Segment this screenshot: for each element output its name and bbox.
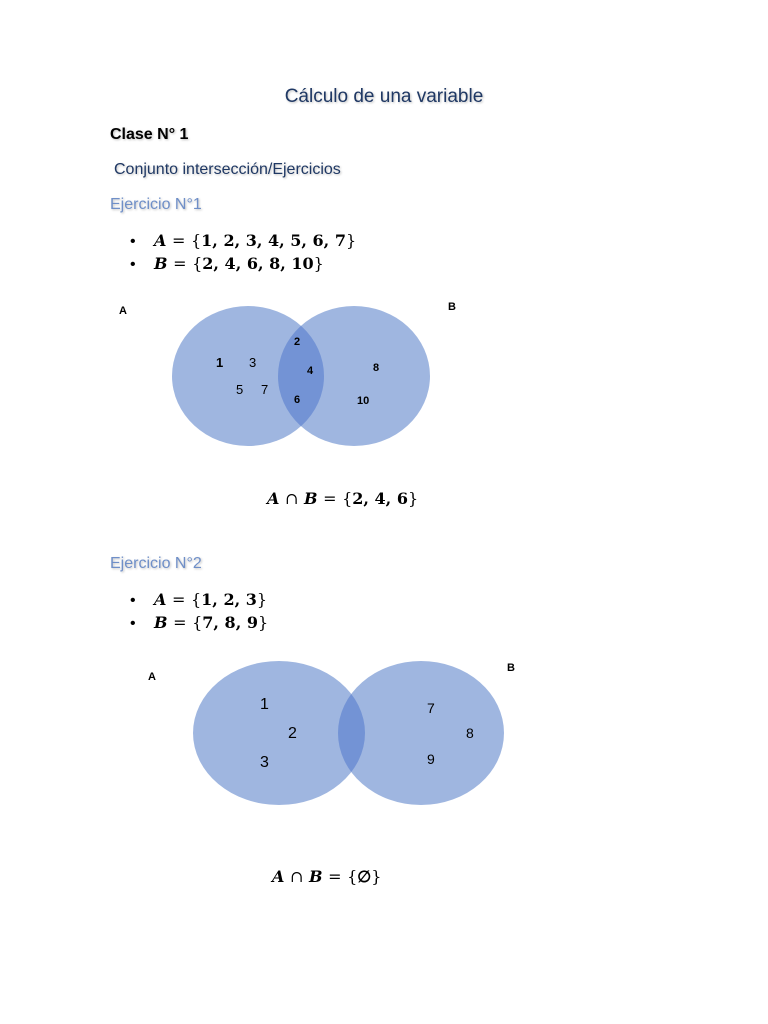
set-elements: 2, 4, 6, 8, 10	[202, 254, 314, 273]
section-subtitle: Conjunto intersección/Ejercicios	[114, 161, 341, 178]
venn-label-b: B	[448, 301, 456, 313]
venn-element: 2	[288, 725, 297, 742]
venn-label-b: B	[507, 662, 515, 674]
exercise-1-result: A ∩ B = {2, 4, 6}	[267, 489, 419, 508]
set-elements: 7, 8, 9	[202, 613, 258, 632]
venn-label-a: A	[148, 671, 156, 683]
result-elements: ∅	[357, 867, 372, 886]
venn-element: 8	[466, 725, 474, 741]
exercise-2-result: A ∩ B = {∅}	[272, 867, 382, 886]
venn-element: 7	[261, 382, 269, 397]
venn-element: 1	[216, 355, 224, 370]
set-a-definition: • A = {1, 2, 3}	[130, 588, 268, 611]
venn-element: 8	[373, 362, 380, 374]
set-b-definition: • B = {7, 8, 9}	[130, 611, 268, 634]
venn-element: 7	[427, 700, 435, 716]
venn-element: 1	[260, 696, 269, 713]
class-heading: Clase N° 1	[110, 126, 189, 143]
venn-element: 10	[357, 395, 370, 407]
venn-diagram-2	[0, 650, 768, 820]
venn-diagram-1	[0, 290, 768, 460]
set-elements: 1, 2, 3	[201, 590, 257, 609]
document-title: Cálculo de una variable	[284, 86, 484, 107]
set-elements: 1, 2, 3, 4, 5, 6, 7	[201, 231, 346, 250]
result-elements: 2, 4, 6	[352, 489, 408, 508]
exercise-1-set-list	[130, 229, 356, 275]
venn-element: 6	[294, 394, 301, 406]
exercise-2-heading: Ejercicio N°2	[110, 555, 202, 572]
venn-element: 9	[427, 751, 435, 767]
set-a-definition: • A = {1, 2, 3, 4, 5, 6, 7}	[130, 229, 356, 252]
venn-element: 3	[249, 355, 257, 370]
venn-element: 3	[260, 754, 269, 771]
venn-label-a: A	[119, 305, 127, 317]
bullet-icon: •	[130, 615, 136, 632]
set-b-definition: • B = {2, 4, 6, 8, 10}	[130, 252, 356, 275]
bullet-icon: •	[130, 256, 136, 273]
venn-element: 4	[307, 365, 314, 377]
exercise-2-set-list	[130, 588, 268, 634]
venn-element: 2	[294, 336, 301, 348]
bullet-icon: •	[130, 592, 136, 609]
exercise-1-heading: Ejercicio N°1	[110, 196, 202, 213]
bullet-icon: •	[130, 233, 136, 250]
venn-element: 5	[236, 382, 244, 397]
